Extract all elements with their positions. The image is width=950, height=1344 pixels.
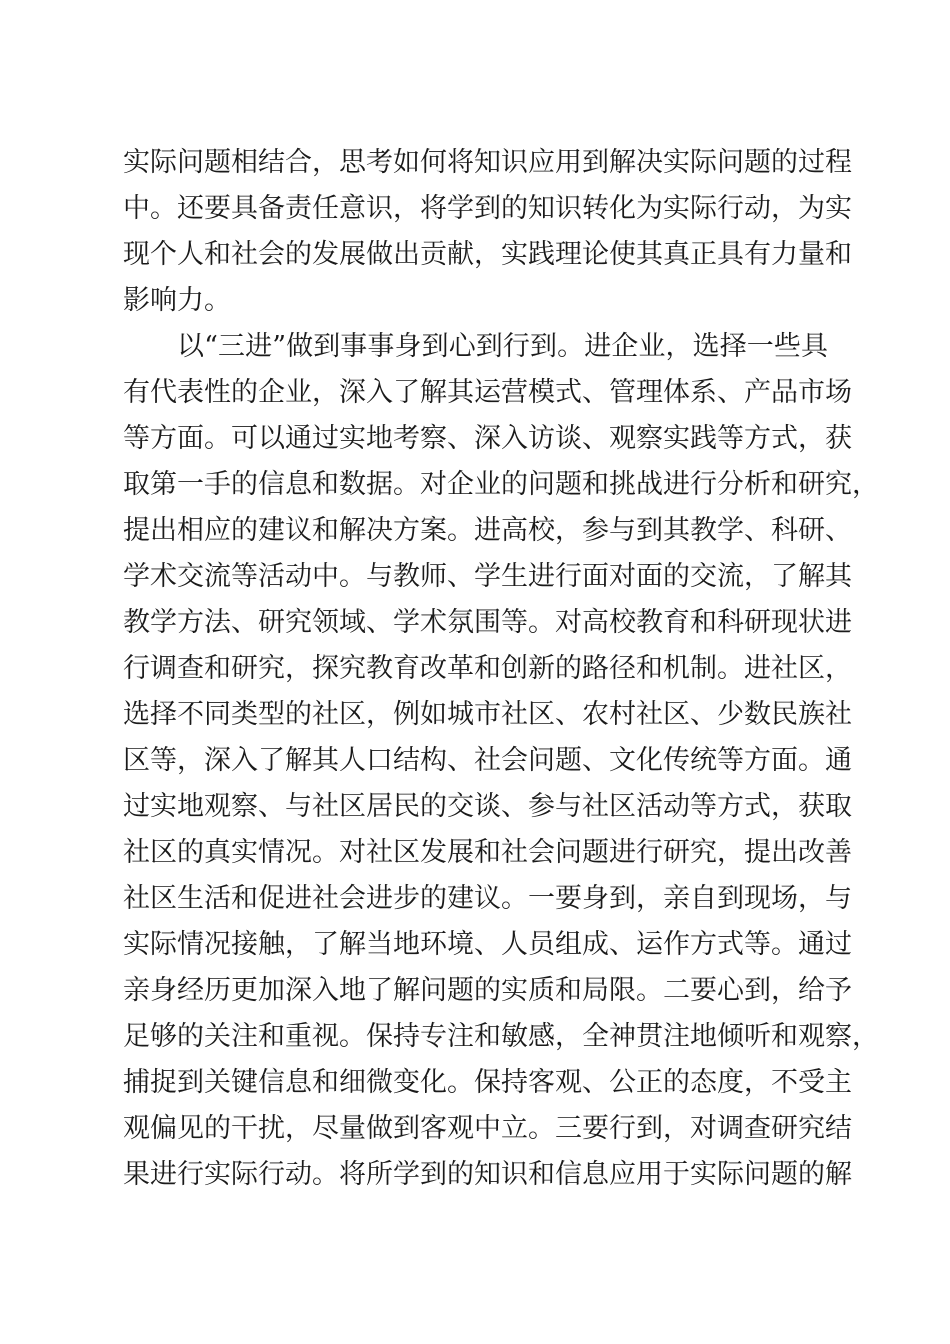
text-line: 选择不同类型的社区，例如城市社区、农村社区、少数民族社 [123,699,852,730]
text-line: 亲身经历更加深入地了解问题的实质和局限。二要心到，给予 [123,975,852,1006]
text-line: 区等，深入了解其人口结构、社会问题、文化传统等方面。通 [123,745,852,776]
paragraph-start-line: 以“三进”做到事事身到心到行到。进企业，选择一些具 [177,331,828,362]
text-line: 社区的真实情况。对社区发展和社会问题进行研究，提出改善 [123,837,852,868]
text-line: 有代表性的企业，深入了解其运营模式、管理体系、产品市场 [123,377,852,408]
text-line: 中。还要具备责任意识，将学到的知识转化为实际行动，为实 [123,193,852,224]
text-line: 取第一手的信息和数据。对企业的问题和挑战进行分析和研究， [123,469,879,500]
text-line: 教学方法、研究领域、学术氛围等。对高校教育和科研现状进 [123,607,852,638]
text-line: 实际情况接触，了解当地环境、人员组成、运作方式等。通过 [123,929,852,960]
text-line: 实际问题相结合，思考如何将知识应用到解决实际问题的过程 [123,147,852,178]
body-text [123,140,879,1198]
text-line: 足够的关注和重视。保持专注和敏感，全神贯注地倾听和观察， [123,1021,879,1052]
text-line: 社区生活和促进社会进步的建议。一要身到，亲自到现场，与 [123,883,852,914]
text-line: 学术交流等活动中。与教师、学生进行面对面的交流，了解其 [123,561,852,592]
text-line: 现个人和社会的发展做出贡献，实践理论使其真正具有力量和 [123,239,852,270]
text-line: 行调查和研究，探究教育改革和创新的路径和机制。进社区， [123,653,852,684]
text-line: 观偏见的干扰，尽量做到客观中立。三要行到，对调查研究结 [123,1113,852,1144]
text-line: 影响力。 [123,285,231,316]
text-line: 果进行实际行动。将所学到的知识和信息应用于实际问题的解 [123,1159,852,1190]
text-line: 提出相应的建议和解决方案。进高校，参与到其教学、科研、 [123,515,852,546]
text-line: 捕捉到关键信息和细微变化。保持客观、公正的态度，不受主 [123,1067,852,1098]
text-line: 等方面。可以通过实地考察、深入访谈、观察实践等方式，获 [123,423,852,454]
text-line: 过实地观察、与社区居民的交谈、参与社区活动等方式，获取 [123,791,852,822]
